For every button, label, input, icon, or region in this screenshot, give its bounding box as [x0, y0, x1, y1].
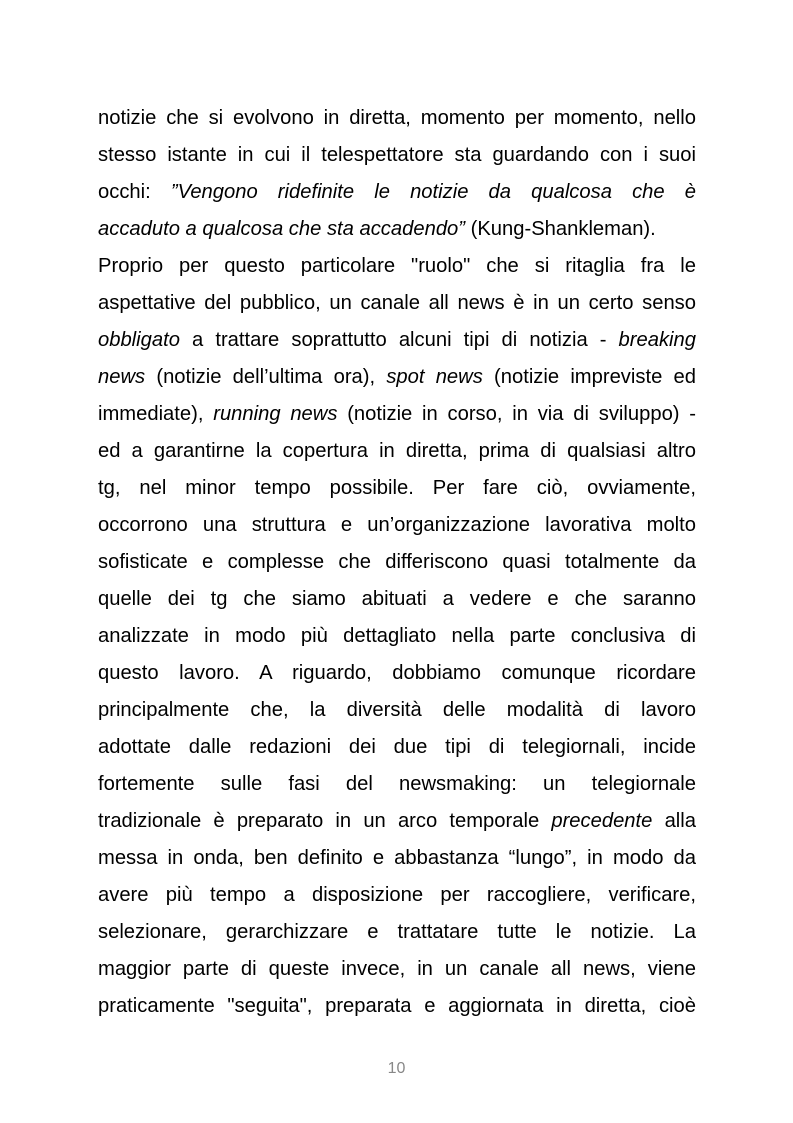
text-run: tg, nel minor tempo possibile. Per fare ciò, ovviamente, [98, 477, 696, 499]
text-run: (Kung-Shankleman). [465, 218, 656, 240]
text-line [98, 211, 696, 248]
text-run: (notizie in corso, in via di sviluppo) - [337, 403, 696, 425]
italic-text: ”Vengono ridefinite le notizie da qualcosa che è [170, 181, 696, 203]
text-run: alla [652, 810, 696, 832]
text-run: (notizie impreviste ed [482, 366, 696, 388]
text-line [98, 396, 696, 433]
text-run: adottate dalle redazioni dei due tipi di telegiornali, incide [98, 736, 696, 758]
page-number: 10 [387, 1060, 406, 1077]
text-line [98, 581, 696, 618]
text-run: stesso istante in cui il telespettatore sta guardando con i suoi [98, 144, 696, 166]
text-line [98, 729, 696, 766]
text-line [98, 914, 696, 951]
italic-text: running news [213, 403, 338, 425]
text-line [98, 766, 696, 803]
text-run: immediate), [98, 403, 214, 425]
text-line [98, 988, 696, 1025]
text-run: sofisticate e complesse che differiscono quasi totalmente da [98, 551, 696, 573]
text-line [98, 692, 696, 729]
text-line [98, 100, 696, 137]
italic-text: news [98, 366, 146, 388]
text-run: analizzate in modo più dettagliato nella parte conclusiva di [98, 625, 696, 647]
text-line [98, 174, 696, 211]
text-run: aspettative del pubblico, un canale all news è in un certo senso [98, 292, 696, 314]
text-line [98, 655, 696, 692]
text-run: maggior parte di queste invece, in un canale all news, viene [98, 958, 696, 980]
text-line [98, 507, 696, 544]
text-line [98, 359, 696, 396]
text-run: occhi: [98, 181, 171, 203]
text-run: notizie che si evolvono in diretta, momento per momento, nello [98, 107, 696, 129]
text-run: tradizionale è preparato in un arco temporale [98, 810, 552, 832]
text-line [98, 285, 696, 322]
text-run: occorrono una struttura e un’organizzazione lavorativa molto [98, 514, 696, 536]
text-run: principalmente che, la diversità delle modalità di lavoro [98, 699, 696, 721]
text-run: Proprio per questo particolare "ruolo" che si ritaglia fra le [98, 255, 696, 277]
text-run: fortemente sulle fasi del newsmaking: un telegiornale [98, 773, 696, 795]
italic-text: obbligato [98, 329, 180, 351]
page-body [98, 100, 696, 1025]
text-line [98, 137, 696, 174]
paragraph [98, 248, 696, 1025]
text-line [98, 322, 696, 359]
text-run: (notizie dell’ultima ora), [145, 366, 387, 388]
text-run: praticamente "seguita", preparata e aggiornata in diretta, cioè [98, 995, 696, 1017]
text-line [98, 840, 696, 877]
italic-text: spot news [386, 366, 483, 388]
text-run: avere più tempo a disposizione per raccogliere, verificare, [98, 884, 696, 906]
text-run: messa in onda, ben definito e abbastanza “lungo”, in modo da [98, 847, 696, 869]
paragraph [98, 100, 696, 248]
text-line [98, 544, 696, 581]
text-line [98, 470, 696, 507]
text-line [98, 877, 696, 914]
text-line [98, 433, 696, 470]
text-line [98, 248, 696, 285]
italic-text: accaduto a qualcosa che sta accadendo” [98, 218, 465, 240]
italic-text: breaking [618, 329, 696, 351]
text-line [98, 618, 696, 655]
text-run: quelle dei tg che siamo abituati a vedere e che saranno [98, 588, 696, 610]
text-run: a trattare soprattutto alcuni tipi di notizia - [179, 329, 619, 351]
text-run: selezionare, gerarchizzare e trattatare tutte le notizie. La [98, 921, 696, 943]
text-run: questo lavoro. A riguardo, dobbiamo comunque ricordare [98, 662, 696, 684]
italic-text: precedente [551, 810, 653, 832]
text-line [98, 803, 696, 840]
text-run: ed a garantirne la copertura in diretta, prima di qualsiasi altro [98, 440, 696, 462]
text-line [98, 951, 696, 988]
